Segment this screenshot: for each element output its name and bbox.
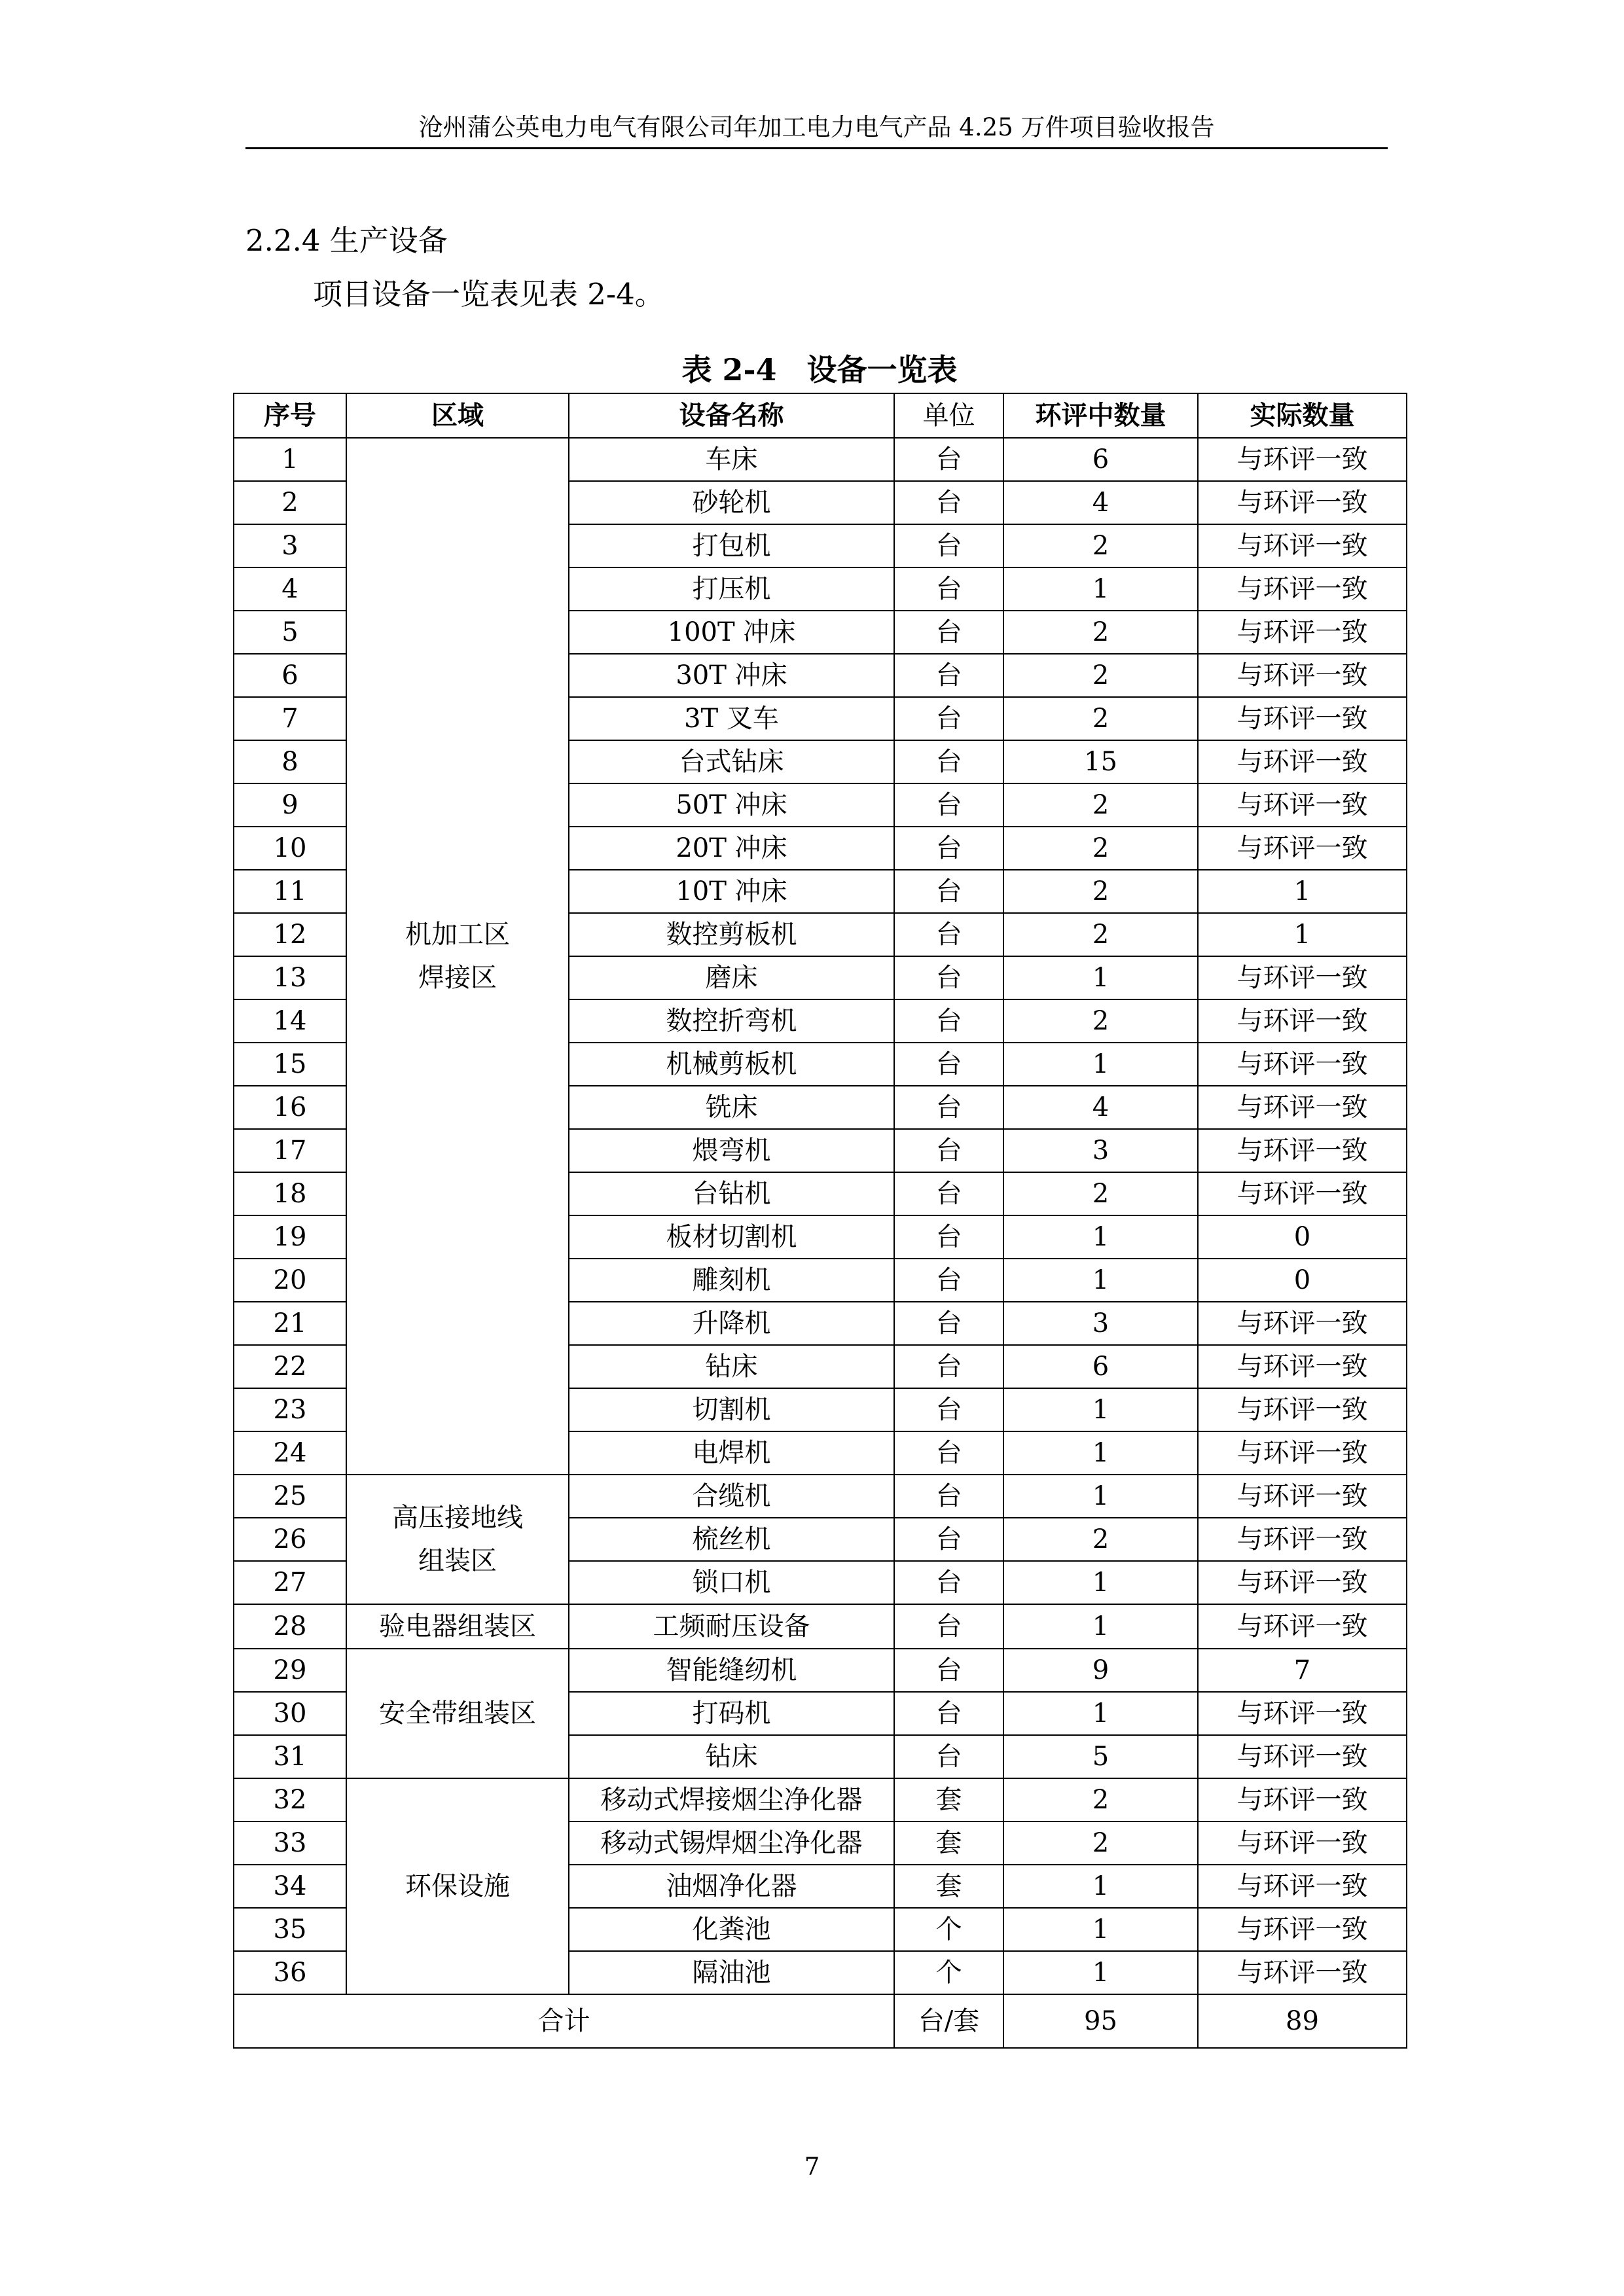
area-cell xyxy=(346,438,569,1475)
equipment-name: 移动式锡焊烟尘净化器 xyxy=(569,1821,894,1865)
row-index: 29 xyxy=(234,1649,346,1692)
eia-qty-cell: 1 xyxy=(1003,1043,1198,1086)
equipment-name: 磨床 xyxy=(569,956,894,999)
actual-qty-cell: 与环评一致 xyxy=(1198,1388,1407,1431)
unit-cell: 套 xyxy=(894,1821,1003,1865)
equipment-name: 钻床 xyxy=(569,1345,894,1388)
equipment-name: 机械剪板机 xyxy=(569,1043,894,1086)
row-index: 12 xyxy=(234,913,346,956)
equipment-name: 电焊机 xyxy=(569,1431,894,1475)
unit-cell: 台 xyxy=(894,1735,1003,1778)
actual-qty-cell: 与环评一致 xyxy=(1198,1735,1407,1778)
actual-qty-cell: 与环评一致 xyxy=(1198,1778,1407,1821)
equipment-name: 油烟净化器 xyxy=(569,1865,894,1908)
eia-qty-cell: 2 xyxy=(1003,1172,1198,1215)
eia-qty-cell: 2 xyxy=(1003,654,1198,697)
equipment-name: 切割机 xyxy=(569,1388,894,1431)
equipment-name: 50T 冲床 xyxy=(569,783,894,827)
row-index: 3 xyxy=(234,524,346,567)
table-body xyxy=(234,438,1407,2048)
unit-cell: 个 xyxy=(894,1951,1003,1994)
eia-qty-cell: 1 xyxy=(1003,1865,1198,1908)
equipment-name: 锁口机 xyxy=(569,1561,894,1604)
unit-cell: 台 xyxy=(894,783,1003,827)
equipment-name: 工频耐压设备 xyxy=(569,1604,894,1649)
eia-qty-cell: 2 xyxy=(1003,913,1198,956)
eia-qty-cell: 6 xyxy=(1003,438,1198,481)
table-row xyxy=(234,1604,1407,1649)
actual-qty-cell: 与环评一致 xyxy=(1198,1951,1407,1994)
eia-qty-cell: 1 xyxy=(1003,1908,1198,1951)
area-label: 环保设施 xyxy=(405,1871,510,1901)
eia-qty-cell: 1 xyxy=(1003,956,1198,999)
row-index: 20 xyxy=(234,1259,346,1302)
unit-cell: 台 xyxy=(894,1431,1003,1475)
unit-cell: 台 xyxy=(894,1043,1003,1086)
equipment-name: 车床 xyxy=(569,438,894,481)
equipment-name: 移动式焊接烟尘净化器 xyxy=(569,1778,894,1821)
area-label: 验电器组装区 xyxy=(379,1611,536,1641)
area-cell xyxy=(346,1475,569,1604)
eia-qty-cell: 2 xyxy=(1003,999,1198,1043)
equipment-name: 煨弯机 xyxy=(569,1129,894,1172)
eia-qty-cell: 2 xyxy=(1003,524,1198,567)
unit-cell: 台 xyxy=(894,1561,1003,1604)
row-index: 21 xyxy=(234,1302,346,1345)
row-index: 22 xyxy=(234,1345,346,1388)
row-index: 30 xyxy=(234,1692,346,1735)
header-rule xyxy=(245,147,1388,149)
eia-qty-cell: 6 xyxy=(1003,1345,1198,1388)
unit-cell: 台 xyxy=(894,1518,1003,1561)
unit-cell: 台 xyxy=(894,481,1003,524)
row-index: 2 xyxy=(234,481,346,524)
equipment-name: 铣床 xyxy=(569,1086,894,1129)
actual-qty-cell: 与环评一致 xyxy=(1198,567,1407,611)
actual-qty-cell: 与环评一致 xyxy=(1198,697,1407,740)
equipment-name: 数控剪板机 xyxy=(569,913,894,956)
unit-cell: 台 xyxy=(894,1692,1003,1735)
equipment-name: 雕刻机 xyxy=(569,1259,894,1302)
header-area: 区域 xyxy=(346,393,569,438)
unit-cell: 台 xyxy=(894,740,1003,783)
equipment-name: 化粪池 xyxy=(569,1908,894,1951)
total-label: 合计 xyxy=(234,1994,894,2048)
eia-qty-cell: 1 xyxy=(1003,1388,1198,1431)
unit-cell: 台 xyxy=(894,1215,1003,1259)
actual-qty-cell: 与环评一致 xyxy=(1198,611,1407,654)
header-actual-qty: 实际数量 xyxy=(1198,393,1407,438)
unit-cell: 台 xyxy=(894,524,1003,567)
eia-qty-cell: 4 xyxy=(1003,1086,1198,1129)
area-label: 机加工区 xyxy=(405,920,510,950)
area-label-line2: 组装区 xyxy=(418,1546,497,1576)
eia-qty-cell: 4 xyxy=(1003,481,1198,524)
unit-cell: 台 xyxy=(894,1086,1003,1129)
row-index: 35 xyxy=(234,1908,346,1951)
equipment-table xyxy=(233,393,1407,2049)
area-cell xyxy=(346,1649,569,1778)
actual-qty-cell: 7 xyxy=(1198,1649,1407,1692)
row-index: 10 xyxy=(234,827,346,870)
eia-qty-cell: 1 xyxy=(1003,1215,1198,1259)
equipment-name: 升降机 xyxy=(569,1302,894,1345)
eia-qty-cell: 5 xyxy=(1003,1735,1198,1778)
row-index: 33 xyxy=(234,1821,346,1865)
row-index: 5 xyxy=(234,611,346,654)
table-header-row xyxy=(234,393,1407,438)
row-index: 17 xyxy=(234,1129,346,1172)
equipment-name: 隔油池 xyxy=(569,1951,894,1994)
actual-qty-cell: 与环评一致 xyxy=(1198,1821,1407,1865)
row-index: 1 xyxy=(234,438,346,481)
equipment-name: 打码机 xyxy=(569,1692,894,1735)
actual-qty-cell: 与环评一致 xyxy=(1198,1431,1407,1475)
unit-cell: 台 xyxy=(894,1475,1003,1518)
actual-qty-cell: 1 xyxy=(1198,913,1407,956)
actual-qty-cell: 与环评一致 xyxy=(1198,783,1407,827)
row-index: 16 xyxy=(234,1086,346,1129)
equipment-name: 打压机 xyxy=(569,567,894,611)
actual-qty-cell: 与环评一致 xyxy=(1198,1086,1407,1129)
equipment-name: 30T 冲床 xyxy=(569,654,894,697)
header-unit: 单位 xyxy=(894,393,1003,438)
actual-qty-cell: 与环评一致 xyxy=(1198,1908,1407,1951)
eia-qty-cell: 1 xyxy=(1003,1431,1198,1475)
unit-cell: 台 xyxy=(894,1649,1003,1692)
row-index: 24 xyxy=(234,1431,346,1475)
row-index: 28 xyxy=(234,1604,346,1649)
unit-cell: 个 xyxy=(894,1908,1003,1951)
unit-cell: 台 xyxy=(894,567,1003,611)
eia-qty-cell: 15 xyxy=(1003,740,1198,783)
equipment-name: 台钻机 xyxy=(569,1172,894,1215)
eia-qty-cell: 3 xyxy=(1003,1302,1198,1345)
table-row xyxy=(234,1778,1407,1821)
actual-qty-cell: 与环评一致 xyxy=(1198,956,1407,999)
table-row xyxy=(234,438,1407,481)
eia-qty-cell: 2 xyxy=(1003,827,1198,870)
equipment-name: 砂轮机 xyxy=(569,481,894,524)
equipment-name: 3T 叉车 xyxy=(569,697,894,740)
unit-cell: 台 xyxy=(894,999,1003,1043)
row-index: 13 xyxy=(234,956,346,999)
equipment-name: 梳丝机 xyxy=(569,1518,894,1561)
header-name: 设备名称 xyxy=(569,393,894,438)
unit-cell: 台 xyxy=(894,870,1003,913)
unit-cell: 台 xyxy=(894,654,1003,697)
equipment-name: 打包机 xyxy=(569,524,894,567)
unit-cell: 台 xyxy=(894,697,1003,740)
row-index: 6 xyxy=(234,654,346,697)
row-index: 7 xyxy=(234,697,346,740)
unit-cell: 台 xyxy=(894,1129,1003,1172)
unit-cell: 台 xyxy=(894,1388,1003,1431)
actual-qty-cell: 与环评一致 xyxy=(1198,827,1407,870)
row-index: 15 xyxy=(234,1043,346,1086)
actual-qty-cell: 与环评一致 xyxy=(1198,1561,1407,1604)
row-index: 19 xyxy=(234,1215,346,1259)
actual-qty-cell: 与环评一致 xyxy=(1198,481,1407,524)
actual-qty-cell: 0 xyxy=(1198,1259,1407,1302)
header-index: 序号 xyxy=(234,393,346,438)
actual-qty-cell: 与环评一致 xyxy=(1198,740,1407,783)
row-index: 9 xyxy=(234,783,346,827)
row-index: 32 xyxy=(234,1778,346,1821)
eia-qty-cell: 2 xyxy=(1003,1778,1198,1821)
row-index: 11 xyxy=(234,870,346,913)
actual-qty-cell: 与环评一致 xyxy=(1198,1692,1407,1735)
actual-qty-cell: 与环评一致 xyxy=(1198,1302,1407,1345)
total-eia-qty: 95 xyxy=(1003,1994,1198,2048)
unit-cell: 台 xyxy=(894,1604,1003,1649)
page-number: 7 xyxy=(804,2153,820,2181)
area-cell xyxy=(346,1778,569,1994)
unit-cell: 台 xyxy=(894,438,1003,481)
actual-qty-cell: 与环评一致 xyxy=(1198,1475,1407,1518)
actual-qty-cell: 与环评一致 xyxy=(1198,524,1407,567)
actual-qty-cell: 与环评一致 xyxy=(1198,1865,1407,1908)
equipment-name: 台式钻床 xyxy=(569,740,894,783)
area-label: 高压接地线 xyxy=(392,1503,523,1533)
eia-qty-cell: 1 xyxy=(1003,1692,1198,1735)
row-index: 25 xyxy=(234,1475,346,1518)
unit-cell: 台 xyxy=(894,1259,1003,1302)
row-index: 36 xyxy=(234,1951,346,1994)
area-cell xyxy=(346,1604,569,1649)
actual-qty-cell: 0 xyxy=(1198,1215,1407,1259)
total-actual-qty: 89 xyxy=(1198,1994,1407,2048)
actual-qty-cell: 与环评一致 xyxy=(1198,1604,1407,1649)
actual-qty-cell: 与环评一致 xyxy=(1198,1129,1407,1172)
equipment-name: 板材切割机 xyxy=(569,1215,894,1259)
row-index: 14 xyxy=(234,999,346,1043)
unit-cell: 台 xyxy=(894,827,1003,870)
eia-qty-cell: 3 xyxy=(1003,1129,1198,1172)
unit-cell: 台 xyxy=(894,1302,1003,1345)
eia-qty-cell: 9 xyxy=(1003,1649,1198,1692)
eia-qty-cell: 1 xyxy=(1003,1475,1198,1518)
row-index: 34 xyxy=(234,1865,346,1908)
table-row xyxy=(234,1649,1407,1692)
table-row xyxy=(234,1475,1407,1518)
unit-cell: 套 xyxy=(894,1865,1003,1908)
eia-qty-cell: 1 xyxy=(1003,567,1198,611)
equipment-name: 智能缝纫机 xyxy=(569,1649,894,1692)
equipment-name: 20T 冲床 xyxy=(569,827,894,870)
eia-qty-cell: 2 xyxy=(1003,611,1198,654)
unit-cell: 套 xyxy=(894,1778,1003,1821)
area-label-line2: 焊接区 xyxy=(418,963,497,993)
section-title: 2.2.4 生产设备 xyxy=(245,223,448,258)
equipment-name: 钻床 xyxy=(569,1735,894,1778)
eia-qty-cell: 1 xyxy=(1003,1951,1198,1994)
actual-qty-cell: 与环评一致 xyxy=(1198,1043,1407,1086)
row-index: 23 xyxy=(234,1388,346,1431)
unit-cell: 台 xyxy=(894,611,1003,654)
equipment-name: 10T 冲床 xyxy=(569,870,894,913)
eia-qty-cell: 2 xyxy=(1003,697,1198,740)
unit-cell: 台 xyxy=(894,956,1003,999)
unit-cell: 台 xyxy=(894,1172,1003,1215)
actual-qty-cell: 与环评一致 xyxy=(1198,1518,1407,1561)
actual-qty-cell: 1 xyxy=(1198,870,1407,913)
area-label: 安全带组装区 xyxy=(379,1698,536,1729)
running-header: 沧州蒲公英电力电气有限公司年加工电力电气产品 4.25 万件项目验收报告 xyxy=(418,113,1215,141)
eia-qty-cell: 2 xyxy=(1003,870,1198,913)
actual-qty-cell: 与环评一致 xyxy=(1198,654,1407,697)
row-index: 4 xyxy=(234,567,346,611)
equipment-name: 合缆机 xyxy=(569,1475,894,1518)
row-index: 18 xyxy=(234,1172,346,1215)
row-index: 8 xyxy=(234,740,346,783)
eia-qty-cell: 2 xyxy=(1003,783,1198,827)
row-index: 26 xyxy=(234,1518,346,1561)
total-unit: 台/套 xyxy=(894,1994,1003,2048)
equipment-name: 数控折弯机 xyxy=(569,999,894,1043)
equipment-name: 100T 冲床 xyxy=(569,611,894,654)
actual-qty-cell: 与环评一致 xyxy=(1198,999,1407,1043)
eia-qty-cell: 1 xyxy=(1003,1561,1198,1604)
unit-cell: 台 xyxy=(894,1345,1003,1388)
eia-qty-cell: 2 xyxy=(1003,1518,1198,1561)
eia-qty-cell: 1 xyxy=(1003,1259,1198,1302)
table-caption: 表 2-4 设备一览表 xyxy=(681,352,958,387)
eia-qty-cell: 1 xyxy=(1003,1604,1198,1649)
actual-qty-cell: 与环评一致 xyxy=(1198,438,1407,481)
unit-cell: 台 xyxy=(894,913,1003,956)
row-index: 27 xyxy=(234,1561,346,1604)
total-row xyxy=(234,1994,1407,2048)
actual-qty-cell: 与环评一致 xyxy=(1198,1172,1407,1215)
actual-qty-cell: 与环评一致 xyxy=(1198,1345,1407,1388)
row-index: 31 xyxy=(234,1735,346,1778)
eia-qty-cell: 2 xyxy=(1003,1821,1198,1865)
header-eia-qty: 环评中数量 xyxy=(1003,393,1198,438)
section-intro: 项目设备一览表见表 2-4。 xyxy=(313,277,664,312)
